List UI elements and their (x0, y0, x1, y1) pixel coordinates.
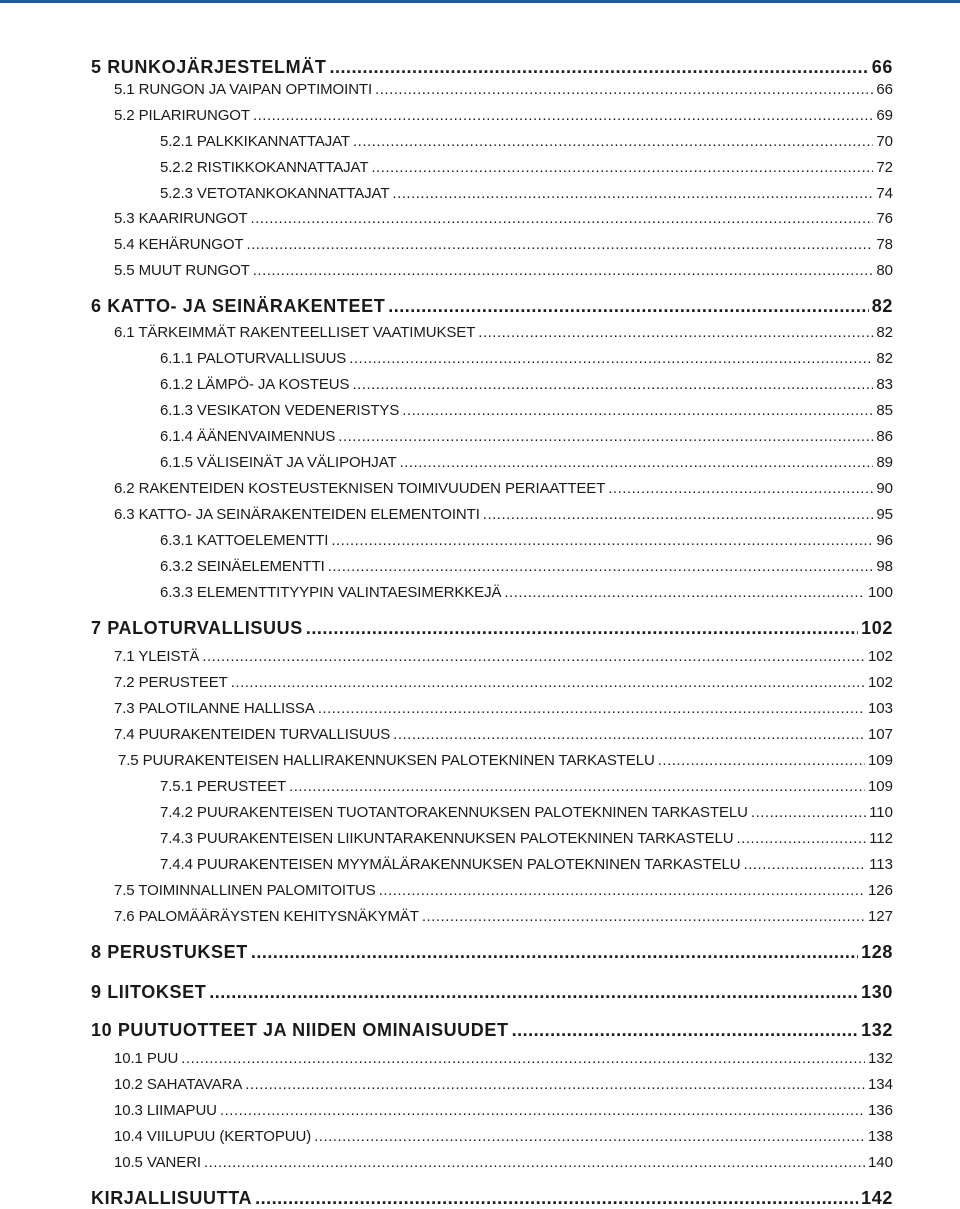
toc-page-number: 66 (876, 81, 893, 98)
toc-entry-title: 7 PALOTURVALLISUUS (91, 618, 303, 638)
toc-page-number: 76 (876, 210, 893, 227)
toc-page-number: 103 (867, 700, 893, 717)
dot-leader (388, 296, 868, 317)
toc-entry[interactable] (114, 1076, 893, 1093)
toc-entry[interactable] (160, 350, 893, 367)
dot-leader (318, 700, 865, 717)
toc-entry-title: 10.1 PUU (114, 1050, 179, 1067)
toc-entry-title: 6.1.2 LÄMPÖ- JA KOSTEUS (160, 376, 350, 393)
dot-leader (608, 480, 873, 497)
toc-entry[interactable] (160, 159, 893, 176)
toc-entry-title: 5.2.2 RISTIKKOKANNATTAJAT (160, 159, 369, 176)
dot-leader (338, 428, 873, 445)
toc-page-number: 110 (869, 804, 893, 821)
toc-entry-title: 7.2 PERUSTEET (114, 674, 228, 691)
toc-page-number: 96 (876, 532, 893, 549)
toc-entry-title: 6.1.1 PALOTURVALLISUUS (160, 350, 347, 367)
toc-entry[interactable] (160, 804, 893, 821)
toc-page-number: 66 (871, 57, 893, 77)
dot-leader (422, 908, 865, 925)
dot-leader (504, 584, 865, 601)
toc-entry[interactable] (160, 856, 893, 873)
toc-entry-title: 5.4 KEHÄRUNGOT (114, 236, 244, 253)
toc-entry-title: 5.2 PILARIRUNGOT (114, 107, 250, 124)
dot-leader (393, 726, 865, 743)
dot-leader (289, 778, 865, 795)
toc-entry[interactable] (114, 674, 893, 691)
toc-entry[interactable] (160, 558, 893, 575)
toc-entry[interactable] (114, 1154, 893, 1171)
toc-entry[interactable] (114, 324, 893, 341)
toc-entry[interactable] (114, 107, 893, 124)
toc-entry[interactable] (160, 778, 893, 795)
toc-entry-title: 7.4.2 PUURAKENTEISEN TUOTANTORAKENNUKSEN PALOTEKNINEN TARKASTELU (160, 804, 748, 821)
toc-entry[interactable] (160, 584, 893, 601)
toc-entry[interactable] (160, 402, 893, 419)
toc-entry[interactable] (114, 262, 893, 279)
toc-page-number: 109 (867, 778, 893, 795)
toc-entry-title: 7.6 PALOMÄÄRÄYSTEN KEHITYSNÄKYMÄT (114, 908, 419, 925)
toc-page-number: 82 (871, 296, 893, 316)
toc-entry-title: 5.1 RUNGON JA VAIPAN OPTIMOINTI (114, 81, 373, 98)
dot-leader (392, 185, 873, 202)
dot-leader (331, 532, 873, 549)
toc-entry-title: 7.5 PUURAKENTEISEN HALLIRAKENNUKSEN PALOTEKNINEN TARKASTELU (118, 752, 655, 769)
toc-chapter-entry[interactable] (91, 942, 893, 963)
toc-entry[interactable] (160, 830, 893, 847)
toc-page-number: 130 (861, 982, 893, 1002)
toc-entry[interactable] (114, 908, 893, 925)
toc-page-number: 102 (867, 674, 893, 691)
dot-leader (402, 402, 873, 419)
toc-entry[interactable] (160, 532, 893, 549)
toc-page-number: 86 (876, 428, 893, 445)
dot-leader (253, 262, 874, 279)
toc-entry-title: 7.4 PUURAKENTEIDEN TURVALLISUUS (114, 726, 391, 743)
toc-page-number: 136 (867, 1102, 893, 1119)
toc-entry-title: 7.4.4 PUURAKENTEISEN MYYMÄLÄRAKENNUKSEN PALOTEKNINEN TARKASTELU (160, 856, 741, 873)
dot-leader (375, 81, 873, 98)
dot-leader (658, 752, 865, 769)
toc-page-number: 126 (867, 882, 893, 899)
toc-entry[interactable] (114, 726, 893, 743)
toc-page-number: 83 (876, 376, 893, 393)
toc-page-number: 90 (876, 480, 893, 497)
dot-leader (328, 558, 874, 575)
toc-entry[interactable] (114, 1050, 893, 1067)
toc-entry[interactable] (160, 376, 893, 393)
dot-leader (251, 210, 874, 227)
toc-page-number: 82 (876, 350, 893, 367)
toc-entry-title: 7.3 PALOTILANNE HALLISSA (114, 700, 315, 717)
toc-page-number: 112 (869, 830, 893, 847)
dot-leader (744, 856, 867, 873)
dot-leader (736, 830, 866, 847)
dot-leader (245, 1076, 865, 1093)
toc-entry[interactable] (160, 133, 893, 150)
toc-entry-title: 8 PERUSTUKSET (91, 942, 248, 962)
toc-entry-title: 7.1 YLEISTÄ (114, 648, 200, 665)
dot-leader (352, 376, 873, 393)
dot-leader (751, 804, 866, 821)
toc-page-number: 95 (876, 506, 893, 523)
dot-leader (220, 1102, 865, 1119)
toc-page-number: 102 (861, 618, 893, 638)
dot-leader (379, 882, 865, 899)
toc-page-number: 100 (867, 584, 893, 601)
toc-entry-title: 6 KATTO- JA SEINÄRAKENTEET (91, 296, 386, 316)
toc-page-number: 132 (861, 1020, 893, 1040)
dot-leader (231, 674, 865, 691)
dot-leader (204, 1154, 865, 1171)
dot-leader (253, 107, 873, 124)
toc-page-number: 72 (876, 159, 893, 176)
toc-page-number: 78 (876, 236, 893, 253)
dot-leader (251, 942, 858, 963)
toc-entry-title: 6.1 TÄRKEIMMÄT RAKENTEELLISET VAATIMUKSET (114, 324, 476, 341)
dot-leader (349, 350, 873, 367)
toc-entry-title: 7.5 TOIMINNALLINEN PALOMITOITUS (114, 882, 376, 899)
dot-leader (478, 324, 873, 341)
toc-entry-title: 6.1.3 VESIKATON VEDENERISTYS (160, 402, 400, 419)
toc-page-number: 98 (876, 558, 893, 575)
toc-entry[interactable] (114, 700, 893, 717)
dot-leader (246, 236, 873, 253)
toc-entry-title: 10 PUUTUOTTEET JA NIIDEN OMINAISUUDET (91, 1020, 509, 1040)
toc-entry[interactable] (160, 185, 893, 202)
toc-entry-title: 10.4 VIILUPUU (KERTOPUU) (114, 1128, 312, 1145)
toc-page-number: 107 (867, 726, 893, 743)
toc-page-number: 70 (876, 133, 893, 150)
toc-entry[interactable] (114, 1128, 893, 1145)
toc-entry-title: KIRJALLISUUTTA (91, 1188, 253, 1208)
toc-entry[interactable] (114, 648, 893, 665)
toc-entry-title: 6.1.5 VÄLISEINÄT JA VÄLIPOHJAT (160, 454, 397, 471)
toc-chapter-entry[interactable] (91, 1188, 893, 1209)
toc-page-number: 102 (867, 648, 893, 665)
toc-entry-title: 5.5 MUUT RUNGOT (114, 262, 250, 279)
toc-page-number: 74 (876, 185, 893, 202)
dot-leader (329, 57, 868, 78)
toc-entry[interactable] (114, 236, 893, 253)
dot-leader (483, 506, 874, 523)
toc-entry-title: 5 RUNKOJÄRJESTELMÄT (91, 57, 327, 77)
dot-leader (353, 133, 873, 150)
toc-entry-title: 7.5.1 PERUSTEET (160, 778, 287, 795)
toc-entry-title: 6.1.4 ÄÄNENVAIMENNUS (160, 428, 336, 445)
toc-page-number: 132 (867, 1050, 893, 1067)
toc-page-number: 128 (861, 942, 893, 962)
toc-page-number: 140 (867, 1154, 893, 1171)
dot-leader (209, 982, 858, 1003)
toc-entry-title: 5.2.3 VETOTANKOKANNATTAJAT (160, 185, 390, 202)
toc-entry[interactable] (114, 1102, 893, 1119)
dot-leader (371, 159, 873, 176)
toc-entry[interactable] (160, 454, 893, 471)
toc-entry-title: 6.3.2 SEINÄELEMENTTI (160, 558, 325, 575)
toc-entry-title: 10.3 LIIMAPUU (114, 1102, 217, 1119)
toc-chapter-entry[interactable] (91, 57, 893, 78)
toc-chapter-entry[interactable] (91, 982, 893, 1003)
toc-entry-title: 5.3 KAARIRUNGOT (114, 210, 248, 227)
toc-entry-title: 7.4.3 PUURAKENTEISEN LIIKUNTARAKENNUKSEN PALOTEKNINEN TARKASTELU (160, 830, 734, 847)
toc-entry-title: 6.2 RAKENTEIDEN KOSTEUSTEKNISEN TOIMIVUUDEN PERIAATTEET (114, 480, 606, 497)
toc-entry-title: 10.2 SAHATAVARA (114, 1076, 243, 1093)
toc-page-number: 134 (867, 1076, 893, 1093)
toc-page-number: 82 (876, 324, 893, 341)
toc-page-number: 142 (861, 1188, 893, 1208)
toc-chapter-entry[interactable] (91, 296, 893, 317)
toc-entry-title: 5.2.1 PALKKIKANNATTAJAT (160, 133, 350, 150)
toc-page-number: 80 (876, 262, 893, 279)
toc-entry-title: 6.3.3 ELEMENTTITYYPIN VALINTAESIMERKKEJÄ (160, 584, 502, 601)
toc-page-number: 109 (867, 752, 893, 769)
toc-entry-title: 9 LIITOKSET (91, 982, 207, 1002)
toc-page-number: 85 (876, 402, 893, 419)
dot-leader (314, 1128, 865, 1145)
toc-entry-title: 6.3 KATTO- JA SEINÄRAKENTEIDEN ELEMENTOINTI (114, 506, 480, 523)
toc-entry[interactable] (114, 882, 893, 899)
toc-entry[interactable] (114, 480, 893, 497)
toc-entry-title: 10.5 VANERI (114, 1154, 201, 1171)
dot-leader (202, 648, 865, 665)
toc-page-number: 89 (876, 454, 893, 471)
toc-entry[interactable] (114, 81, 893, 98)
toc-chapter-entry[interactable] (91, 618, 893, 639)
toc-page-number: 127 (867, 908, 893, 925)
toc-page-number: 69 (876, 107, 893, 124)
toc-page-number: 138 (867, 1128, 893, 1145)
dot-leader (181, 1050, 865, 1067)
toc-entry[interactable] (118, 752, 893, 769)
toc-page-number: 113 (869, 856, 893, 873)
toc-entry[interactable] (160, 428, 893, 445)
toc-entry[interactable] (114, 506, 893, 523)
dot-leader (512, 1020, 859, 1041)
toc-entry-title: 6.3.1 KATTOELEMENTTI (160, 532, 329, 549)
toc-chapter-entry[interactable] (91, 1020, 893, 1041)
dot-leader (255, 1188, 858, 1209)
toc-entry[interactable] (114, 210, 893, 227)
dot-leader (400, 454, 874, 471)
dot-leader (306, 618, 858, 639)
